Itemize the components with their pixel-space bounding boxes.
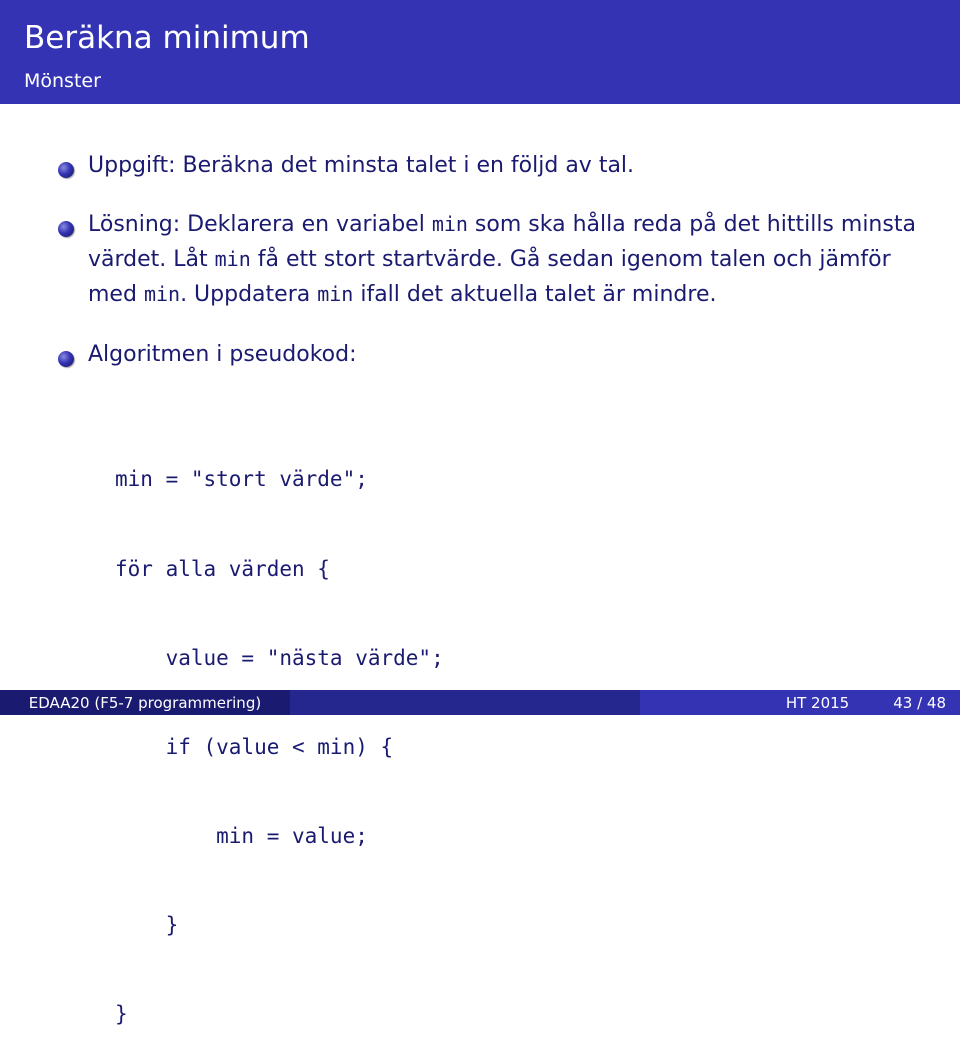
slide-subtitle: Mönster	[24, 70, 101, 92]
solution-text-4: . Uppdatera	[180, 282, 318, 307]
slide-header	[0, 0, 960, 104]
code-line: min = value;	[115, 823, 368, 848]
solution-text-5: ifall det aktuella talet är mindre.	[353, 282, 717, 307]
code-keyword-min: min	[143, 282, 181, 306]
bullet-item-task: Uppgift: Beräkna det minsta talet i en följd av tal.	[88, 153, 635, 178]
footer-page-number: 43 / 48	[893, 693, 946, 712]
code-line: för alla värden {	[115, 556, 330, 581]
solution-text-1: Lösning: Deklarera en variabel	[88, 212, 432, 237]
slide-footer	[0, 690, 960, 715]
footer-course: EDAA20 (F5-7 programmering)	[0, 690, 290, 715]
footer-spacer	[290, 690, 640, 715]
bullet-icon	[58, 221, 74, 237]
code-line: value = "nästa värde";	[115, 645, 444, 670]
bullet-icon	[58, 162, 74, 178]
code-keyword-min: min	[431, 212, 468, 236]
solution-text-2: som ska hålla reda på det hittills minsta värdet. Låt	[88, 212, 916, 272]
bullet-icon	[58, 351, 74, 367]
footer-term: HT 2015	[785, 693, 850, 712]
footer-info	[640, 690, 960, 715]
code-line: }	[115, 1001, 128, 1026]
code-line: }	[115, 912, 179, 937]
code-keyword-min: min	[317, 282, 354, 306]
code-line: if (value < min) {	[115, 734, 394, 759]
slide-title: Beräkna minimum	[24, 20, 310, 56]
code-keyword-min: min	[214, 247, 251, 271]
code-line: min = "stort värde";	[115, 467, 368, 492]
pseudocode-block	[115, 406, 444, 1059]
bullet-item-algorithm: Algoritmen i pseudokod:	[88, 342, 357, 367]
solution-text-3: få ett stort startvärde. Gå sedan igenom talen och jämför med	[88, 247, 891, 307]
bullet-item-solution	[88, 207, 928, 312]
